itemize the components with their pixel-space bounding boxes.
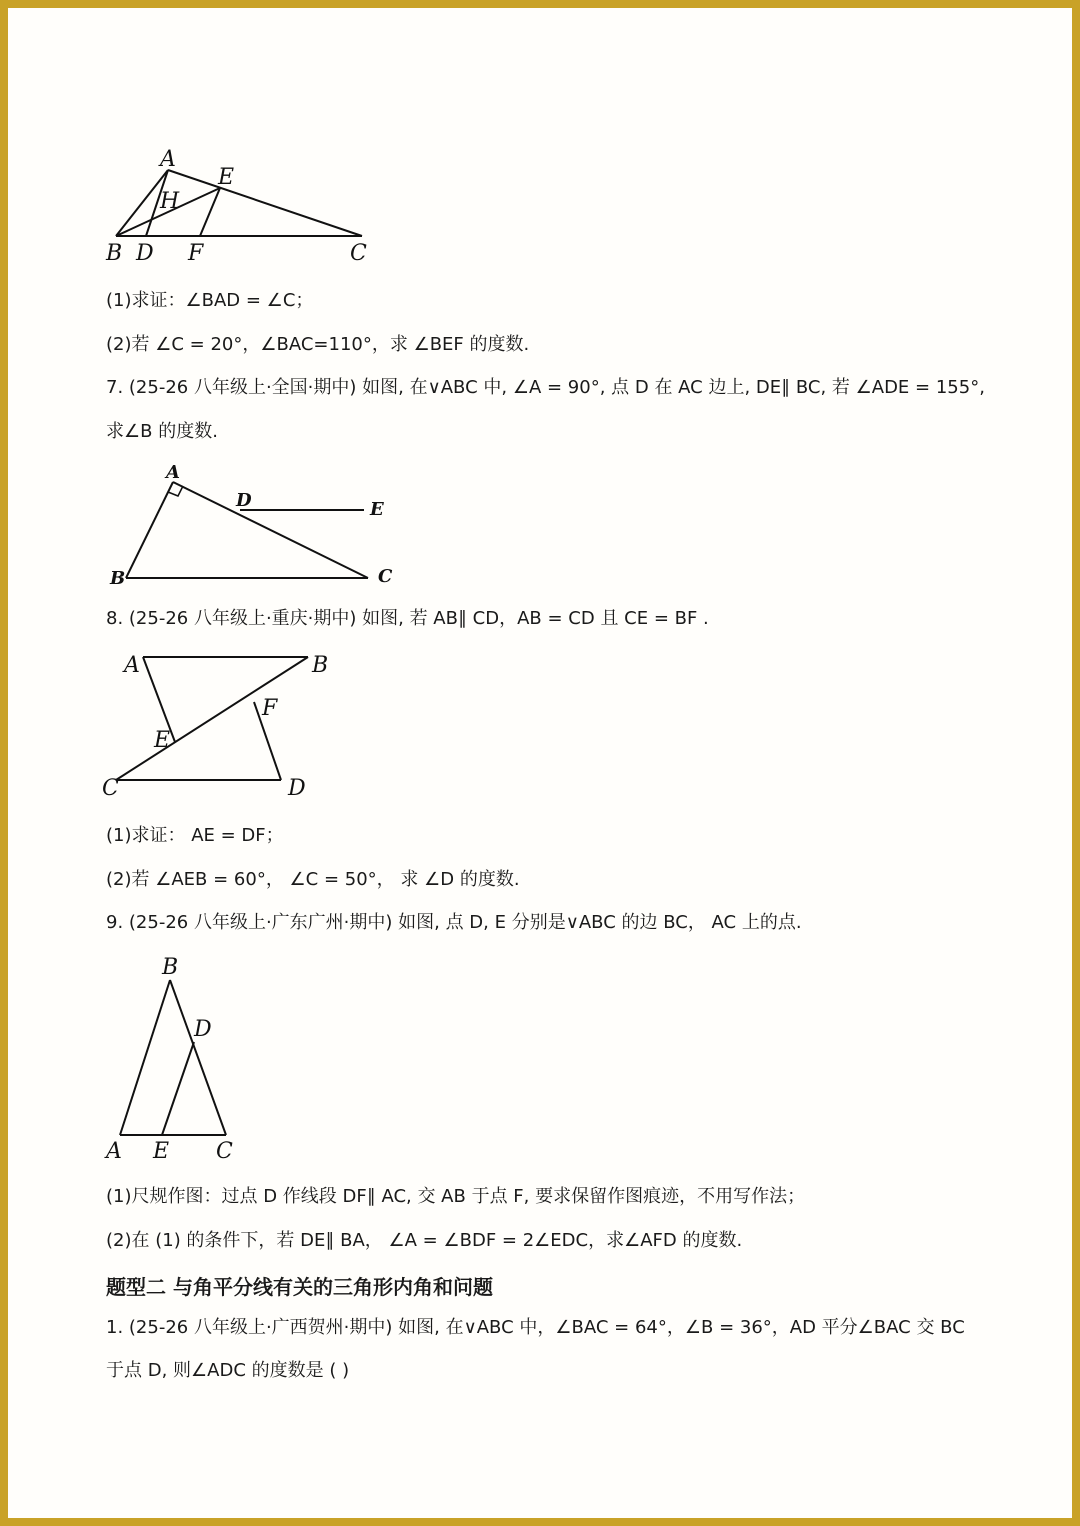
figure-2-diagram: [98, 460, 398, 590]
q9-part1-text: (1)尺规作图：过点 D 作线段 DF∥ AC, 交 AB 于点 F, 要求保留作图痕迹，不用写作法；: [106, 1186, 806, 1207]
fig1-label-H: H: [160, 189, 180, 214]
fig2-label-C: C: [378, 566, 393, 587]
fig1-seg-AC: [168, 170, 362, 236]
section-heading: 题型二 与角平分线有关的三角形内角和问题: [106, 1275, 493, 1299]
q9-part2-text: (2)在 (1) 的条件下，若 DE∥ BA， ∠A = ∠BDF = 2∠EDC，求∠AFD 的度数.: [106, 1230, 743, 1251]
fig4-label-B: B: [162, 955, 179, 980]
figure-4-diagram: [98, 952, 258, 1167]
q8-part1-text: (1)求证： AE = DF；: [106, 825, 284, 846]
s2-q1-text-line2: 于点 D, 则∠ADC 的度数是 ( ): [106, 1360, 350, 1381]
figure-3-diagram: [98, 650, 358, 810]
fig4-label-E: E: [153, 1139, 170, 1164]
s2-q1-text-line1: 1. (25-26 八年级上·广西贺州·期中) 如图, 在∨ABC 中，∠BAC = 64°，∠B = 36°，AD 平分∠BAC 交 BC: [106, 1317, 965, 1338]
fig3-label-A: A: [124, 653, 140, 678]
fig4-seg-DE: [162, 1042, 194, 1135]
fig4-label-D: D: [194, 1017, 212, 1042]
fig4-label-C: C: [216, 1139, 233, 1164]
fig2-seg-AC: [173, 482, 368, 578]
q7-text-line2: 求∠B 的度数.: [106, 421, 218, 442]
q6-part1-text: (1)求证：∠BAD = ∠C；: [106, 290, 314, 311]
fig3-seg-CB: [116, 657, 308, 780]
q6-part2-text: (2)若 ∠C = 20°，∠BAC=110°，求 ∠BEF 的度数.: [106, 334, 530, 355]
fig2-label-A: A: [166, 462, 180, 483]
fig4-seg-BC: [170, 980, 226, 1135]
fig1-label-C: C: [350, 241, 367, 266]
fig1-label-E: E: [218, 165, 235, 190]
fig2-seg-AB: [126, 482, 173, 578]
fig1-label-F: F: [188, 241, 204, 266]
q9-text: 9. (25-26 八年级上·广东广州·期中) 如图, 点 D, E 分别是∨ABC 的边 BC， AC 上的点.: [106, 912, 802, 933]
q7-text-line1: 7. (25-26 八年级上·全国·期中) 如图, 在∨ABC 中, ∠A = 90°, 点 D 在 AC 边上, DE∥ BC, 若 ∠ADE = 155°,: [106, 377, 985, 398]
fig3-label-F: F: [262, 696, 278, 721]
fig1-label-D: D: [136, 241, 154, 266]
fig3-label-C: C: [102, 776, 119, 801]
fig1-label-A: A: [160, 147, 176, 172]
fig2-label-B: B: [110, 568, 126, 589]
q8-part2-text: (2)若 ∠AEB = 60°， ∠C = 50°， 求 ∠D 的度数.: [106, 869, 520, 890]
fig3-label-B: B: [312, 653, 329, 678]
fig1-label-B: B: [106, 241, 123, 266]
fig3-label-E: E: [154, 728, 171, 753]
fig3-label-D: D: [288, 776, 306, 801]
fig4-seg-AB: [120, 980, 170, 1135]
fig4-label-A: A: [106, 1139, 122, 1164]
fig2-label-D: D: [236, 490, 252, 511]
fig2-label-E: E: [370, 499, 384, 520]
q8-text: 8. (25-26 八年级上·重庆·期中) 如图, 若 AB∥ CD，AB = CD 且 CE = BF .: [106, 608, 709, 629]
figure-1-diagram: [98, 138, 388, 268]
